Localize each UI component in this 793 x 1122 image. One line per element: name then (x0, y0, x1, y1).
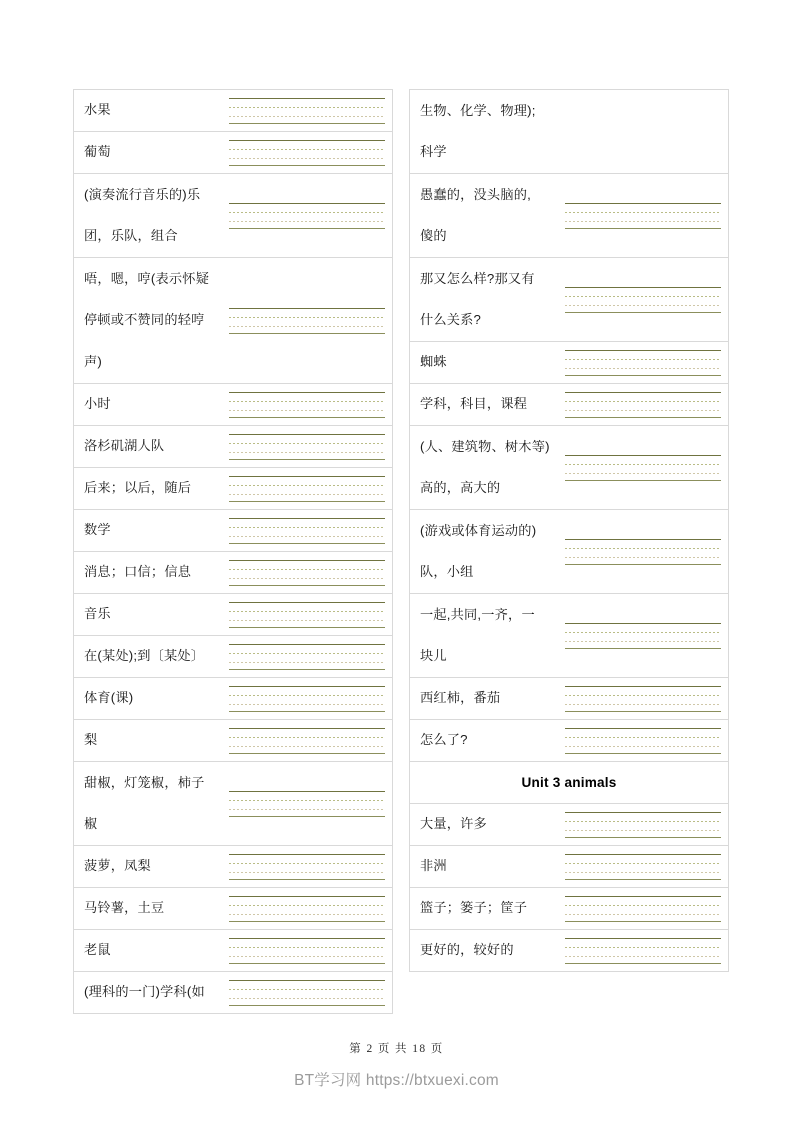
handwriting-answer-cell[interactable] (226, 762, 392, 845)
four-line-writing-guide[interactable] (229, 644, 385, 670)
four-line-writing-guide[interactable] (229, 518, 385, 544)
vocabulary-row (74, 552, 392, 594)
handwriting-answer-cell[interactable] (226, 594, 392, 635)
chinese-meaning-cell (74, 720, 226, 761)
chinese-meaning-line: 体育(课) (84, 690, 134, 706)
handwriting-answer-cell[interactable] (226, 510, 392, 551)
four-line-writing-guide[interactable] (565, 812, 721, 838)
chinese-meaning-line: 块儿 (420, 648, 447, 663)
vocabulary-row (74, 720, 392, 762)
vocabulary-row (74, 510, 392, 552)
chinese-meaning-cell (74, 510, 226, 551)
handwriting-answer-cell[interactable] (562, 258, 728, 341)
chinese-meaning-line: 洛杉矶湖人队 (84, 438, 165, 454)
handwriting-answer-cell[interactable] (562, 342, 728, 383)
chinese-meaning-cell (410, 888, 562, 929)
chinese-meaning-line: 小时 (84, 396, 111, 412)
chinese-meaning-cell (74, 258, 226, 383)
vocabulary-row (410, 720, 728, 762)
chinese-meaning-line: 数学 (84, 522, 111, 538)
handwriting-answer-cell[interactable] (226, 678, 392, 719)
chinese-meaning-line: 老鼠 (84, 942, 111, 958)
four-line-writing-guide[interactable] (229, 308, 385, 334)
vocabulary-row (74, 132, 392, 174)
vocabulary-row (410, 384, 728, 426)
chinese-meaning-line: 唔，嗯，哼(表示怀疑 (84, 270, 210, 286)
chinese-meaning-line: 队，小组 (420, 564, 474, 579)
handwriting-answer-cell[interactable] (226, 90, 392, 131)
four-line-writing-guide[interactable] (229, 686, 385, 712)
four-line-writing-guide[interactable] (565, 938, 721, 964)
four-line-writing-guide[interactable] (229, 140, 385, 166)
chinese-meaning-line: 学科，科目，课程 (420, 396, 528, 412)
chinese-meaning-cell (74, 846, 226, 887)
four-line-writing-guide[interactable] (565, 539, 721, 565)
chinese-meaning-line: 马铃薯，土豆 (84, 900, 165, 916)
chinese-meaning-line: 一起,共同,一齐，一 (420, 606, 535, 622)
chinese-meaning-cell (410, 90, 562, 173)
vocabulary-row (410, 930, 728, 972)
vocabulary-row (410, 846, 728, 888)
four-line-writing-guide[interactable] (565, 392, 721, 418)
handwriting-answer-cell[interactable] (226, 384, 392, 425)
handwriting-answer-cell[interactable] (562, 90, 728, 173)
chinese-meaning-cell (74, 174, 226, 257)
right-vocabulary-table (409, 89, 729, 972)
vocabulary-row (410, 888, 728, 930)
handwriting-answer-cell[interactable] (226, 888, 392, 929)
chinese-meaning-cell (74, 132, 226, 173)
chinese-meaning-line: 科学 (420, 144, 447, 159)
chinese-meaning-line: 蜘蛛 (420, 354, 447, 370)
handwriting-answer-cell[interactable] (562, 678, 728, 719)
unit-heading-row (410, 762, 728, 804)
vocabulary-row (410, 342, 728, 384)
chinese-meaning-cell (74, 90, 226, 131)
chinese-meaning-line: 非洲 (420, 858, 447, 874)
handwriting-answer-cell[interactable] (226, 258, 392, 383)
chinese-meaning-cell (410, 426, 562, 509)
handwriting-answer-cell[interactable] (226, 426, 392, 467)
vocabulary-row (74, 468, 392, 510)
chinese-meaning-cell (74, 552, 226, 593)
chinese-meaning-line: 后来；以后，随后 (84, 480, 192, 496)
vocabulary-row (74, 636, 392, 678)
handwriting-answer-cell[interactable] (226, 132, 392, 173)
four-line-writing-guide[interactable] (565, 623, 721, 649)
four-line-writing-guide[interactable] (229, 938, 385, 964)
page-number-text: 第 2 页 共 18 页 (349, 1043, 444, 1055)
chinese-meaning-line: 更好的，较好的 (420, 942, 514, 958)
unit-heading-label: Unit 3 animals (521, 775, 617, 790)
handwriting-answer-cell[interactable] (562, 720, 728, 761)
handwriting-answer-cell[interactable] (562, 888, 728, 929)
chinese-meaning-cell (410, 804, 562, 845)
chinese-meaning-line: 梨 (84, 732, 98, 748)
four-line-writing-guide[interactable] (229, 560, 385, 586)
four-line-writing-guide[interactable] (565, 728, 721, 754)
four-line-writing-guide[interactable] (229, 791, 385, 817)
handwriting-answer-cell[interactable] (226, 468, 392, 509)
vocabulary-row (410, 174, 728, 258)
chinese-meaning-cell (410, 846, 562, 887)
chinese-meaning-cell (74, 888, 226, 929)
vocabulary-row (410, 90, 728, 174)
chinese-meaning-line: 高的，高大的 (420, 480, 501, 495)
chinese-meaning-line: 停顿或不赞同的轻哼 (84, 312, 205, 328)
handwriting-answer-cell[interactable] (226, 720, 392, 761)
chinese-meaning-cell (74, 426, 226, 467)
four-line-writing-guide[interactable] (229, 392, 385, 418)
four-line-writing-guide[interactable] (229, 98, 385, 124)
chinese-meaning-line: (游戏或体育运动的) (420, 522, 537, 538)
vocabulary-row (74, 426, 392, 468)
chinese-meaning-cell (74, 468, 226, 509)
handwriting-answer-cell[interactable] (562, 930, 728, 971)
chinese-meaning-line: 声) (84, 353, 102, 369)
handwriting-answer-cell[interactable] (562, 174, 728, 257)
four-line-writing-guide[interactable] (229, 602, 385, 628)
four-line-writing-guide[interactable] (229, 980, 385, 1006)
vocabulary-row (74, 972, 392, 1014)
vocabulary-row (74, 846, 392, 888)
vocabulary-row (410, 510, 728, 594)
chinese-meaning-line: 怎么了? (420, 732, 468, 748)
vocabulary-row (410, 258, 728, 342)
handwriting-answer-cell[interactable] (226, 174, 392, 257)
vocabulary-row (410, 594, 728, 678)
handwriting-answer-cell[interactable] (562, 510, 728, 593)
chinese-meaning-cell (410, 510, 562, 593)
chinese-meaning-line: 大量，许多 (420, 816, 487, 832)
chinese-meaning-line: 葡萄 (84, 144, 111, 160)
chinese-meaning-cell (410, 174, 562, 257)
chinese-meaning-cell (74, 594, 226, 635)
chinese-meaning-line: 那又怎么样?那又有 (420, 270, 535, 286)
handwriting-answer-cell[interactable] (562, 426, 728, 509)
chinese-meaning-cell (74, 930, 226, 971)
chinese-meaning-cell (410, 720, 562, 761)
chinese-meaning-line: 在(某处);到〔某处〕 (84, 648, 205, 664)
vocabulary-row (74, 174, 392, 258)
chinese-meaning-cell (410, 930, 562, 971)
chinese-meaning-line: 愚蠢的，没头脑的, (420, 186, 531, 202)
vocabulary-row (74, 594, 392, 636)
chinese-meaning-cell (410, 342, 562, 383)
chinese-meaning-cell (74, 972, 226, 1013)
watermark-text: BT学习网 https://btxuexi.com (294, 1072, 499, 1089)
handwriting-answer-cell[interactable] (226, 846, 392, 887)
chinese-meaning-line: 篮子；篓子；筐子 (420, 900, 528, 916)
page-number (0, 1040, 793, 1056)
four-line-writing-guide[interactable] (229, 203, 385, 229)
chinese-meaning-cell (410, 384, 562, 425)
handwriting-answer-cell[interactable] (226, 552, 392, 593)
chinese-meaning-cell (74, 636, 226, 677)
chinese-meaning-cell (74, 678, 226, 719)
handwriting-answer-cell[interactable] (562, 594, 728, 677)
chinese-meaning-cell (410, 678, 562, 719)
vocabulary-row (74, 678, 392, 720)
left-vocabulary-table (73, 89, 393, 1014)
chinese-meaning-cell (410, 258, 562, 341)
handwriting-answer-cell[interactable] (226, 636, 392, 677)
chinese-meaning-line: 椒 (84, 816, 98, 831)
vocabulary-row (74, 930, 392, 972)
four-line-writing-guide[interactable] (565, 686, 721, 712)
chinese-meaning-line: 菠萝，凤梨 (84, 858, 151, 874)
site-watermark (0, 1068, 793, 1090)
four-line-writing-guide[interactable] (565, 287, 721, 313)
handwriting-answer-cell[interactable] (226, 930, 392, 971)
chinese-meaning-line: (演奏流行音乐的)乐 (84, 186, 201, 202)
four-line-writing-guide[interactable] (229, 476, 385, 502)
handwriting-answer-cell[interactable] (562, 384, 728, 425)
handwriting-answer-cell[interactable] (562, 804, 728, 845)
chinese-meaning-line: 音乐 (84, 606, 111, 622)
chinese-meaning-line: 甜椒，灯笼椒，柿子 (84, 774, 205, 790)
four-line-writing-guide[interactable] (229, 854, 385, 880)
four-line-writing-guide[interactable] (229, 434, 385, 460)
four-line-writing-guide[interactable] (565, 896, 721, 922)
four-line-writing-guide[interactable] (565, 203, 721, 229)
vocabulary-row (74, 762, 392, 846)
four-line-writing-guide[interactable] (565, 854, 721, 880)
vocabulary-columns (73, 89, 730, 1014)
chinese-meaning-cell (74, 384, 226, 425)
chinese-meaning-line: (人、建筑物、树木等) (420, 438, 550, 454)
chinese-meaning-line: 团，乐队，组合 (84, 228, 178, 243)
four-line-writing-guide[interactable] (565, 350, 721, 376)
chinese-meaning-line: 生物、化学、物理); (420, 102, 536, 118)
handwriting-answer-cell[interactable] (562, 846, 728, 887)
chinese-meaning-line: 西红柿，番茄 (420, 690, 501, 706)
vocabulary-row (74, 258, 392, 384)
vocabulary-row (74, 384, 392, 426)
chinese-meaning-cell (74, 762, 226, 845)
vocabulary-row (74, 90, 392, 132)
chinese-meaning-line: 什么关系? (420, 312, 482, 327)
four-line-writing-guide[interactable] (565, 455, 721, 481)
chinese-meaning-line: (理科的一门)学科(如 (84, 984, 205, 1000)
four-line-writing-guide[interactable] (229, 728, 385, 754)
handwriting-answer-cell[interactable] (226, 972, 392, 1013)
vocabulary-row (410, 804, 728, 846)
vocabulary-row (74, 888, 392, 930)
chinese-meaning-cell (410, 594, 562, 677)
chinese-meaning-line: 水果 (84, 102, 111, 118)
chinese-meaning-line: 傻的 (420, 228, 447, 243)
four-line-writing-guide[interactable] (229, 896, 385, 922)
chinese-meaning-line: 消息；口信；信息 (84, 564, 192, 580)
vocabulary-row (410, 426, 728, 510)
vocabulary-row (410, 678, 728, 720)
